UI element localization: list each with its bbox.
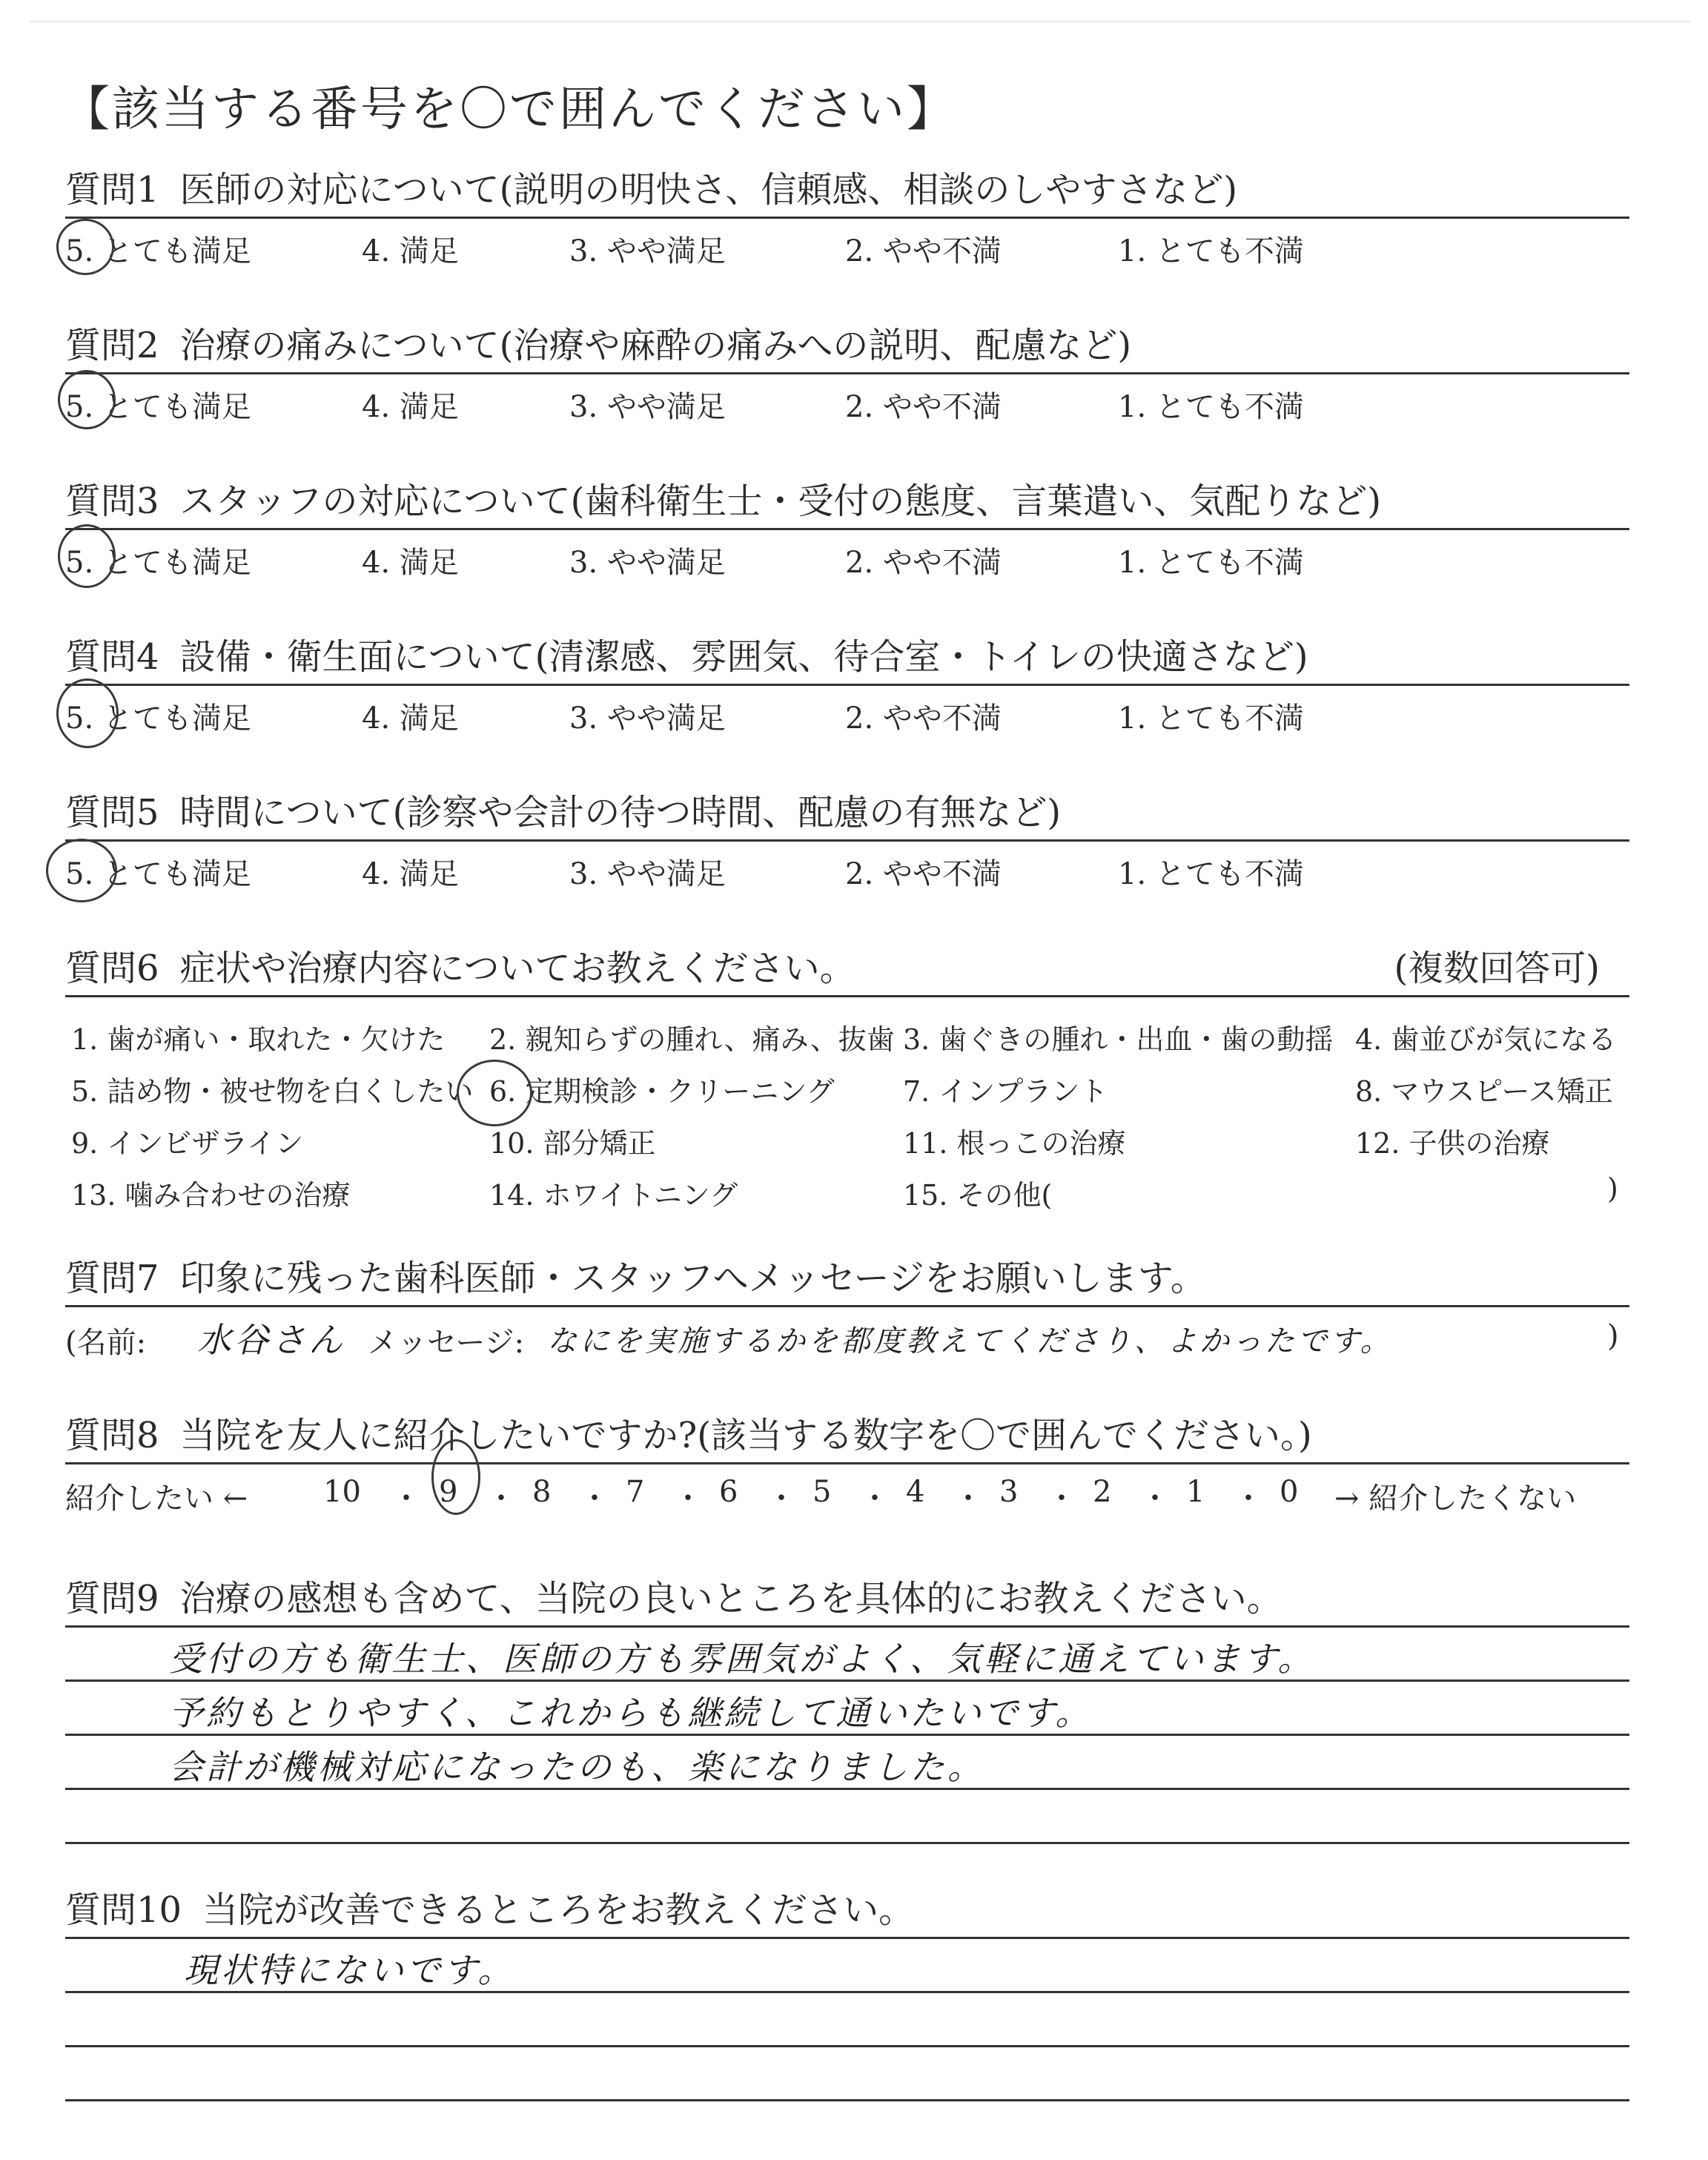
rating-option-3[interactable]: 3. やや満足 xyxy=(569,857,726,891)
rating-option-5[interactable]: 5. とても満足 xyxy=(65,701,251,736)
score-0[interactable]: 0 xyxy=(1280,1475,1299,1509)
multiple-answer-note: (複数回答可) xyxy=(1394,948,1600,989)
rating-scale xyxy=(65,530,1629,578)
question-text: 設備・衛生面について(清潔感、雰囲気、待合室・トイレの快適さなど) xyxy=(179,636,1308,678)
selection-circle xyxy=(431,1439,480,1515)
selection-circle xyxy=(56,678,119,748)
recommend-right-label: → 紹介したくない xyxy=(1334,1482,1577,1516)
name-value[interactable]: 水谷さん xyxy=(197,1320,345,1360)
question-number: 質問6 xyxy=(65,948,159,989)
rating-option-5[interactable]: 5. とても満足 xyxy=(65,857,251,891)
rating-option-4[interactable]: 4. 満足 xyxy=(362,390,459,424)
symptom-option-9[interactable]: 9. インビザライン xyxy=(71,1127,304,1160)
rating-option-1[interactable]: 1. とても不満 xyxy=(1118,234,1304,268)
name-label: (名前: xyxy=(65,1326,147,1360)
question-8 xyxy=(65,1409,1629,1516)
symptom-option-4[interactable]: 4. 歯並びが気になる xyxy=(1355,1023,1617,1056)
question-text: 当院が改善できるところをお教えください。 xyxy=(202,1889,915,1931)
score-7[interactable]: 7 xyxy=(626,1475,645,1509)
symptom-option-14[interactable]: 14. ホワイトニング xyxy=(489,1179,738,1212)
score-dot: ・ xyxy=(391,1482,421,1516)
question-title xyxy=(65,475,1629,528)
message-close-paren: ) xyxy=(1607,1319,1619,1353)
rating-scale xyxy=(65,686,1629,736)
recommend-scale xyxy=(65,1464,1629,1516)
score-10[interactable]: 10 xyxy=(323,1475,361,1509)
score-8[interactable]: 8 xyxy=(532,1475,552,1509)
question-title xyxy=(65,1883,1629,1937)
score-dot: ・ xyxy=(1234,1482,1263,1516)
rating-option-3[interactable]: 3. やや満足 xyxy=(569,390,726,424)
message-row xyxy=(65,1307,1629,1367)
rating-option-4[interactable]: 4. 満足 xyxy=(362,234,459,268)
question-number: 質問8 xyxy=(65,1415,159,1456)
question-number: 質問10 xyxy=(65,1889,182,1931)
score-6[interactable]: 6 xyxy=(719,1475,738,1509)
question-2 xyxy=(65,319,1629,422)
answer-line xyxy=(65,1939,1629,1991)
question-text: 治療の感想も含めて、当院の良いところを具体的にお教えください。 xyxy=(179,1578,1282,1619)
question-9 xyxy=(65,1572,1629,1844)
question-title xyxy=(65,319,1629,372)
question-3 xyxy=(65,475,1629,578)
score-dot: ・ xyxy=(767,1482,796,1516)
question-number: 質問5 xyxy=(65,792,159,833)
symptom-options xyxy=(65,997,1629,1212)
rating-option-1[interactable]: 1. とても不満 xyxy=(1118,546,1304,580)
answer-text[interactable]: 会計が機械対応になったのも、楽になりました。 xyxy=(169,1747,984,1787)
rating-option-2[interactable]: 2. やや不満 xyxy=(845,390,1002,424)
question-title xyxy=(65,630,1629,684)
recommend-left-label: 紹介したい ← xyxy=(65,1482,248,1516)
score-dot: ・ xyxy=(673,1482,703,1516)
question-1 xyxy=(65,163,1629,266)
score-dot: ・ xyxy=(953,1482,983,1516)
selection-circle xyxy=(457,1060,532,1126)
rating-option-3[interactable]: 3. やや満足 xyxy=(569,234,726,268)
question-title xyxy=(65,1252,1629,1305)
rating-scale xyxy=(65,374,1629,422)
rating-option-2[interactable]: 2. やや不満 xyxy=(845,546,1002,580)
message-label: メッセージ: xyxy=(368,1326,525,1360)
answer-text[interactable]: 予約もとりやすく、これからも継続して通いたいです。 xyxy=(169,1693,1093,1733)
question-6 xyxy=(65,942,1629,1212)
score-dot: ・ xyxy=(1140,1482,1170,1516)
question-number: 質問1 xyxy=(65,169,159,211)
symptom-option-2[interactable]: 2. 親知らずの腫れ、痛み、抜歯 xyxy=(489,1023,895,1056)
question-number: 質問7 xyxy=(65,1258,159,1299)
selection-circle xyxy=(58,524,116,588)
score-1[interactable]: 1 xyxy=(1186,1475,1205,1509)
symptom-option-1[interactable]: 1. 歯が痛い・取れた・欠けた xyxy=(71,1023,446,1056)
question-7 xyxy=(65,1252,1629,1367)
question-title xyxy=(65,942,1629,995)
question-text: 症状や治療内容についてお教えください。 xyxy=(179,948,855,989)
symptom-option-8[interactable]: 8. マウスピース矯正 xyxy=(1355,1075,1613,1108)
question-number: 質問4 xyxy=(65,636,159,678)
question-text: 時間について(診察や会計の待つ時間、配慮の有無など) xyxy=(179,792,1062,833)
question-number: 質問9 xyxy=(65,1578,159,1619)
symptom-option-11[interactable]: 11. 根っこの治療 xyxy=(903,1127,1126,1160)
score-5[interactable]: 5 xyxy=(812,1475,832,1509)
symptom-option-7[interactable]: 7. インプラント xyxy=(903,1075,1108,1108)
question-number: 質問3 xyxy=(65,480,159,522)
answer-rule xyxy=(65,1842,1629,1844)
symptom-option-15[interactable]: 15. その他( xyxy=(903,1179,1053,1212)
answer-text[interactable]: 現状特にないです。 xyxy=(184,1950,515,1990)
selection-circle xyxy=(58,370,116,429)
rating-scale xyxy=(65,842,1629,889)
rating-option-1[interactable]: 1. とても不満 xyxy=(1118,857,1304,891)
answer-line xyxy=(65,2047,1629,2099)
score-dot: ・ xyxy=(580,1482,609,1516)
rating-option-4[interactable]: 4. 満足 xyxy=(362,546,459,580)
question-text: 当院を友人に紹介したいですか?(該当する数字を〇で囲んでください。) xyxy=(179,1415,1312,1456)
question-text: 印象に残った歯科医師・スタッフへメッセージをお願いします。 xyxy=(179,1258,1206,1299)
message-value[interactable]: なにを実施するかを都度教えてくださり、よかったです。 xyxy=(547,1324,1393,1358)
symptom-option-12[interactable]: 12. 子供の治療 xyxy=(1355,1127,1550,1160)
rating-option-5[interactable]: 5. とても満足 xyxy=(65,546,251,580)
score-4[interactable]: 4 xyxy=(906,1475,925,1509)
symptom-option-3[interactable]: 3. 歯ぐきの腫れ・出血・歯の動揺 xyxy=(903,1023,1334,1056)
rating-option-1[interactable]: 1. とても不満 xyxy=(1118,701,1304,736)
question-title xyxy=(65,1409,1629,1462)
score-3[interactable]: 3 xyxy=(999,1475,1019,1509)
answer-line xyxy=(65,1993,1629,2045)
page-heading: 【該当する番号を〇で囲んでください】 xyxy=(62,82,956,137)
symptom-option-5[interactable]: 5. 詰め物・被せ物を白くしたい xyxy=(71,1075,474,1108)
answer-text[interactable]: 受付の方も衛生士、医師の方も雰囲気がよく、気軽に通えています。 xyxy=(169,1639,1315,1679)
rating-scale xyxy=(65,219,1629,266)
selection-circle xyxy=(56,219,114,275)
symptom-option-10[interactable]: 10. 部分矯正 xyxy=(489,1127,656,1160)
score-dot: ・ xyxy=(486,1482,516,1516)
answer-line xyxy=(65,1736,1629,1788)
selection-circle xyxy=(46,839,117,902)
rating-option-5[interactable]: 5. とても満足 xyxy=(65,234,251,268)
score-dot: ・ xyxy=(860,1482,890,1516)
symptom-option-13[interactable]: 13. 噛み合わせの治療 xyxy=(71,1179,351,1212)
rating-option-3[interactable]: 3. やや満足 xyxy=(569,546,726,580)
question-title xyxy=(65,163,1629,217)
score-2[interactable]: 2 xyxy=(1093,1475,1112,1509)
rating-option-4[interactable]: 4. 満足 xyxy=(362,701,459,736)
answer-rule xyxy=(65,2099,1629,2101)
question-title xyxy=(65,786,1629,839)
question-10 xyxy=(65,1883,1629,2101)
rating-option-1[interactable]: 1. とても不満 xyxy=(1118,390,1304,424)
rating-option-2[interactable]: 2. やや不満 xyxy=(845,857,1002,891)
rating-option-3[interactable]: 3. やや満足 xyxy=(569,701,726,736)
answer-line xyxy=(65,1790,1629,1842)
question-5 xyxy=(65,786,1629,889)
rating-option-5[interactable]: 5. とても満足 xyxy=(65,390,251,424)
other-close-paren: ) xyxy=(1607,1172,1618,1205)
question-text: 医師の対応について(説明の明快さ、信頼感、相談のしやすさなど) xyxy=(179,169,1238,211)
question-number: 質問2 xyxy=(65,325,159,366)
score-dot: ・ xyxy=(1047,1482,1076,1516)
top-edge-rule xyxy=(30,21,1690,22)
rating-option-2[interactable]: 2. やや不満 xyxy=(845,234,1002,268)
question-text: スタッフの対応について(歯科衛生士・受付の態度、言葉遣い、気配りなど) xyxy=(179,480,1382,522)
symptom-option-6[interactable]: 6. 定期検診・クリーニング xyxy=(489,1075,835,1108)
answer-line xyxy=(65,1628,1629,1680)
answer-line xyxy=(65,1682,1629,1734)
score-9[interactable]: 9 xyxy=(439,1475,458,1509)
question-4 xyxy=(65,630,1629,736)
question-text: 治療の痛みについて(治療や麻酔の痛みへの説明、配慮など) xyxy=(179,325,1132,366)
question-title xyxy=(65,1572,1629,1625)
rating-option-4[interactable]: 4. 満足 xyxy=(362,857,459,891)
rating-option-2[interactable]: 2. やや不満 xyxy=(845,701,1002,736)
